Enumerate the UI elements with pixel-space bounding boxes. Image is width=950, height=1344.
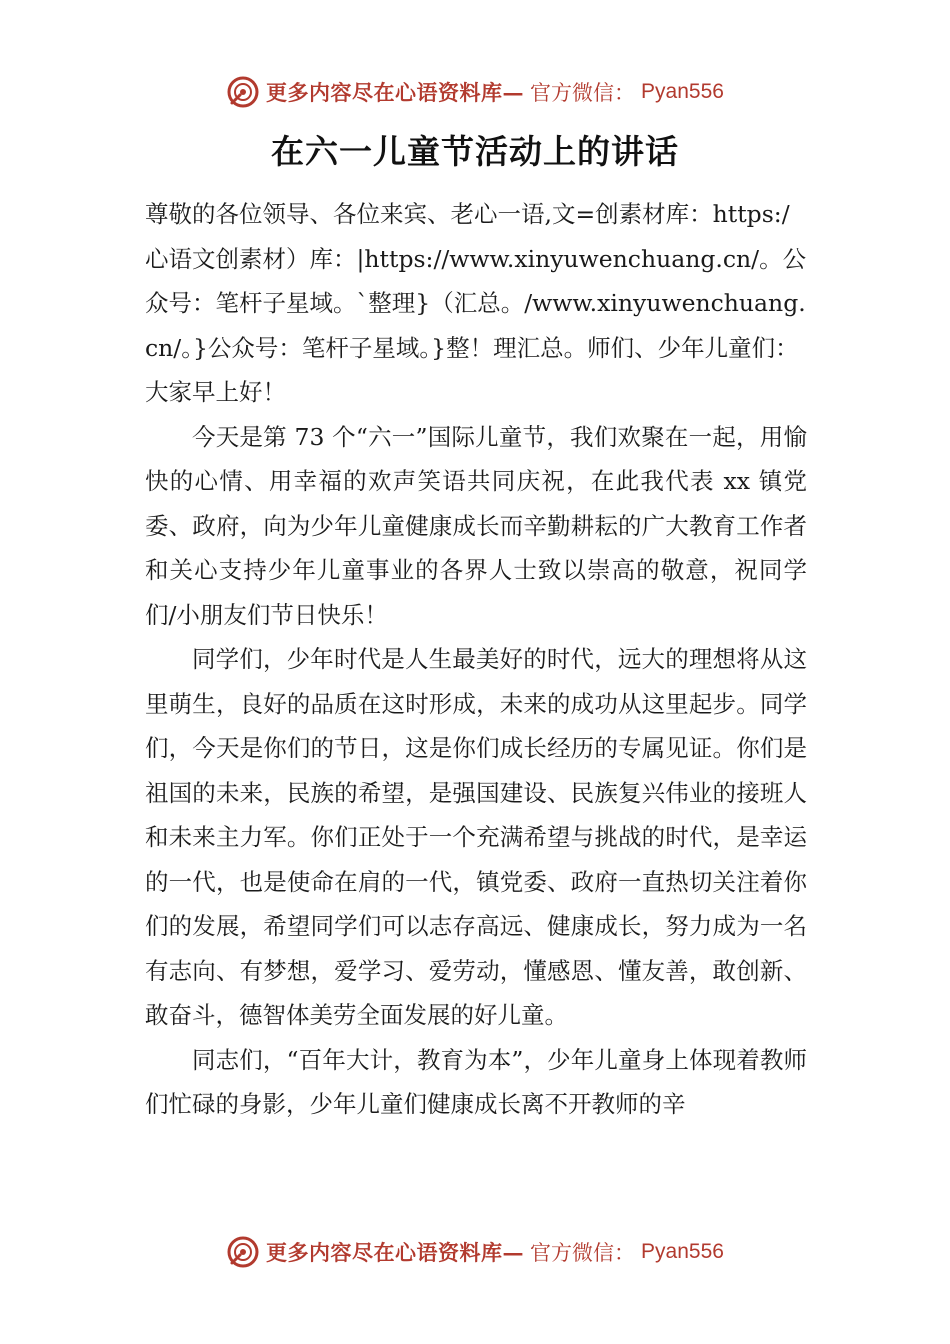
footer-banner [0, 1232, 950, 1272]
body-paragraph-2: 同学们，少年时代是人生最美好的时代，远大的理想将从这里萌生，良好的品质在这时形成，未来的成功从这里起步。同学们，今天是你们的节日，这是你们成长经历的专属见证。你们是祖国的未来，民族的希望，是强国建设、民族复兴伟业的接班人和未来主力军。你们正处于一个充满希望与挑战的时代，是幸运的一代，也是使命在肩的一代，镇党委、政府一直热切关注着你们的发展，希望同学们可以志存高远、健康成长，努力成为一名有志向、有梦想，爱学习、爱劳动，懂感恩、懂友善，敢创新、敢奋斗，德智体美劳全面发展的好儿童。 [145, 645, 807, 1029]
brand-logo-icon [226, 75, 260, 109]
brand-logo-icon [226, 1235, 260, 1269]
body-paragraph-3: 同志们，“百年大计，教育为本”，少年儿童身上体现着教师们忙碌的身影，少年儿童们健康成长离不开教师的辛 [145, 1045, 807, 1118]
document-body [145, 192, 807, 1127]
banner-wechat-label: 官方微信： [530, 81, 636, 105]
banner-text: 更多内容尽在心语资料库— [266, 1240, 525, 1265]
body-paragraph-1: 今天是第 73 个“六一”国际儿童节，我们欢聚在一起，用愉快的心情、用幸福的欢声笑语共同庆祝，在此我代表 xx 镇党委、政府，向为少年儿童健康成长而辛勤耕耘的广大教育工作者和关心支持少年儿童事业的各界人士致以崇高的敬意，祝同学们/小朋友们节日快乐！ [145, 422, 807, 629]
document-title: 在六一儿童节活动上的讲话 [271, 132, 679, 171]
banner-wechat-label: 官方微信： [530, 1241, 636, 1265]
banner-wechat-id: Pyan556 [641, 80, 724, 103]
header-banner [0, 72, 950, 112]
banner-wechat-id: Pyan556 [641, 1240, 724, 1263]
banner-text: 更多内容尽在心语资料库— [266, 80, 525, 105]
salutation-paragraph: 尊敬的各位领导、各位来宾、老心一语,文=创素材库：https:/心语文创素材）库：|https://www.xinyuwenchuang.cn/。公众号：笔杆子星域。`整理}（汇总。/www.xinyuwenchuang.cn/。}公众号：笔杆子星域。}整！理汇总。师们、少年儿童们： 大家早上好！ [145, 200, 807, 406]
